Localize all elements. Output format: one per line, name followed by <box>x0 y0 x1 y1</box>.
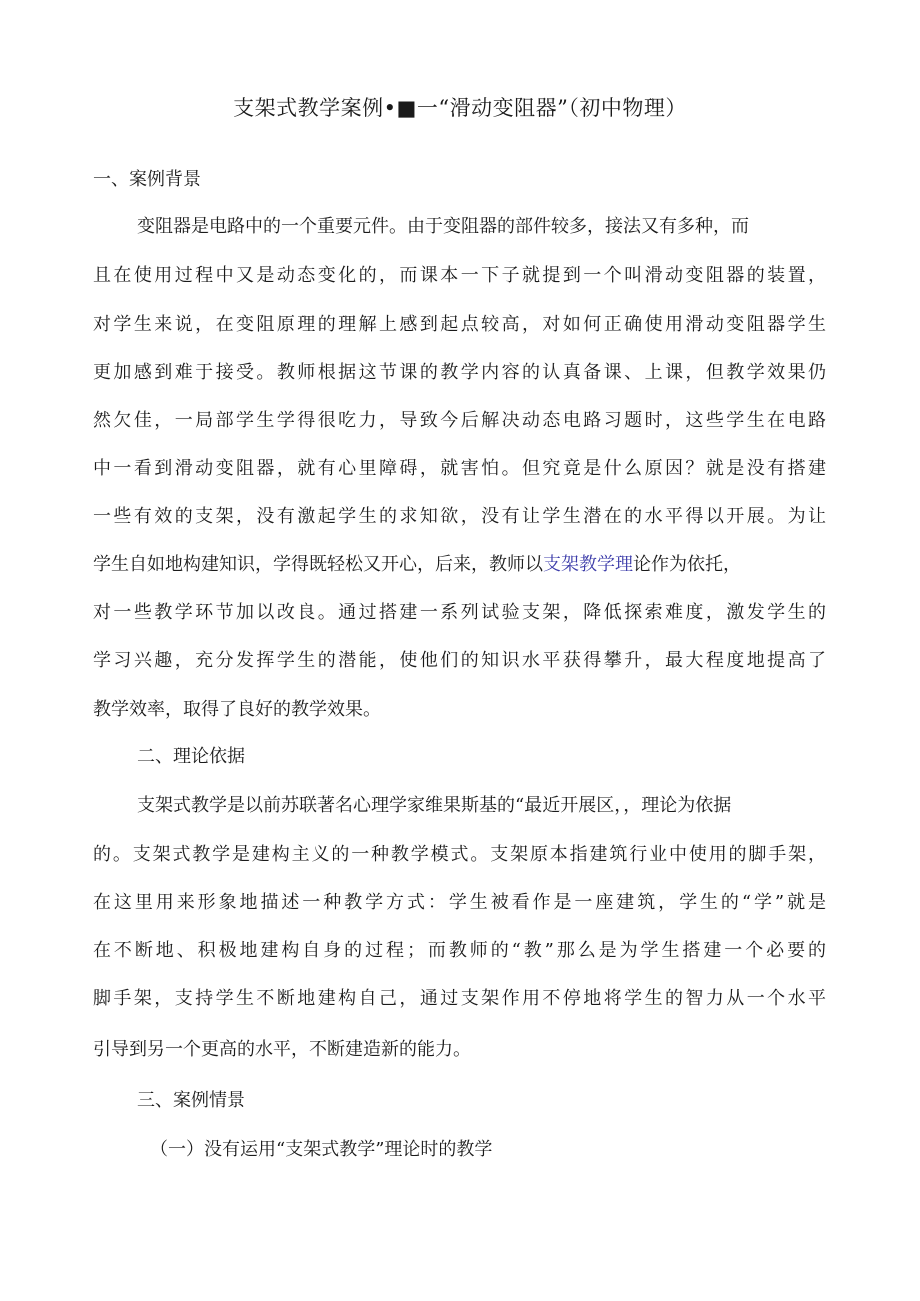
paragraph-line: 学习兴趣，充分发挥学生的潜能，使他们的知识水平获得攀升，最大程度地提高了 <box>93 650 826 671</box>
paragraph-line: 中一看到滑动变阻器，就有心里障碍，就害怕。但究竟是什么原因？就是没有搭建 <box>93 458 826 479</box>
subsection-heading: （一）没有运用“支架式教学”理论时的教学 <box>150 1139 493 1160</box>
paragraph-line: 教学效率，取得了良好的教学效果。 <box>93 699 381 720</box>
paragraph-line: 一些有效的支架，没有激起学生的求知欲，没有让学生潜在的水平得以开展。为让 <box>93 506 826 527</box>
paragraph-line: 脚手架，支持学生不断地建构自己，通过支架作用不停地将学生的智力从一个水平 <box>93 988 826 1009</box>
paragraph-line: 然欠佳，一局部学生学得很吃力，导致今后解决动态电路习题时，这些学生在电路 <box>93 410 826 431</box>
paragraph-line: 支架式教学是以前苏联著名心理学家维果斯基的“最近开展区，，理论为依据 <box>137 795 732 816</box>
paragraph-line: 在不断地、积极地建构自身的过程；而教师的“教”那么是为学生搭建一个必要的 <box>93 940 826 961</box>
document-title: 支架式教学案例•■一“滑动变阻器”（初中物理） <box>233 96 687 120</box>
section-heading-theory: 二、理论依据 <box>137 746 245 767</box>
paragraph-text: 学生自如地构建知识，学得既轻松又开心，后来，教师以 <box>93 554 543 575</box>
section-heading-case: 三、案例情景 <box>137 1090 245 1111</box>
paragraph-line: 对一些教学环节加以改良。通过搭建一系列试验支架，降低探索难度，激发学生的 <box>93 602 826 623</box>
paragraph-line: 变阻器是电路中的一个重要元件。由于变阻器的部件较多，接法又有多种，而 <box>137 216 749 237</box>
paragraph-line: 且在使用过程中又是动态变化的，而课本一下子就提到一个叫滑动变阻器的装置， <box>93 265 826 286</box>
paragraph-line: 对学生来说，在变阻原理的理解上感到起点较高，对如何正确使用滑动变阻器学生 <box>93 314 826 335</box>
paragraph-line <box>93 552 741 578</box>
paragraph-line: 的。支架式教学是建构主义的一种教学模式。支架原本指建筑行业中使用的脚手架， <box>93 844 826 865</box>
paragraph-line: 在这里用来形象地描述一种教学方式：学生被看作是一座建筑，学生的“学”就是 <box>93 892 826 913</box>
paragraph-line: 引导到另一个更高的水平，不断建造新的能力。 <box>93 1039 471 1060</box>
section-heading-background: 一、案例背景 <box>93 169 201 190</box>
paragraph-line: 更加感到难于接受。教师根据这节课的教学内容的认真备课、上课，但教学效果仍 <box>93 362 826 383</box>
theory-link[interactable]: 支架教学理 <box>543 554 633 575</box>
paragraph-text: 论作为依托， <box>633 554 741 575</box>
